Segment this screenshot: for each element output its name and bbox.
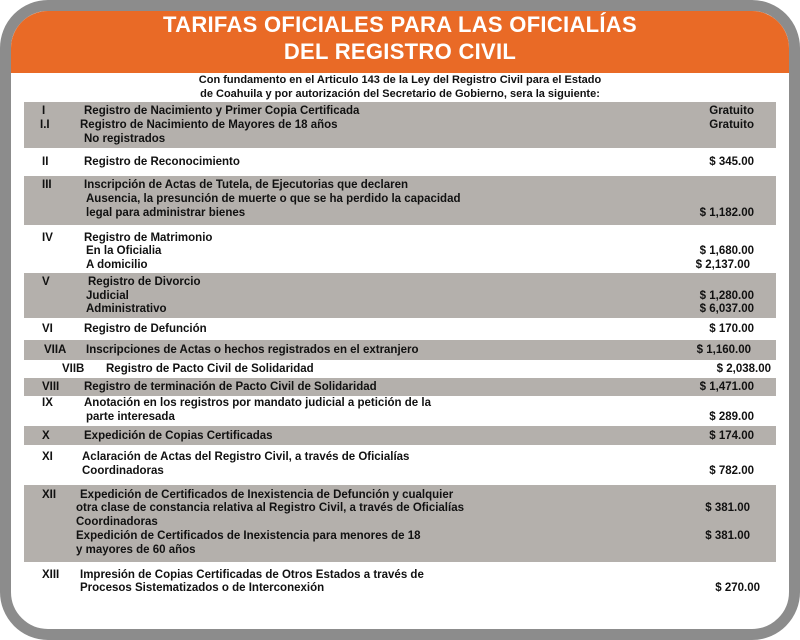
row-description: otra clase de constancia relativa al Registro Civil, a través de Oficialías [76, 502, 464, 514]
row-description: No registrados [84, 133, 166, 145]
row-description: y mayores de 60 años [76, 544, 196, 556]
row-number: I [42, 105, 46, 117]
row-description: Anotación en los registros por mandato judicial a petición de la [84, 397, 431, 409]
row-description: A domicilio [86, 259, 148, 271]
row-description: Coordinadoras [76, 516, 158, 528]
row-number: I.I [40, 119, 50, 131]
row-price: $ 1,680.00 [699, 245, 754, 257]
row-description: Registro de Defunción [84, 323, 207, 335]
row-description: Coordinadoras [82, 465, 164, 477]
row-price: $ 1,471.00 [699, 381, 754, 393]
row-description: Registro de terminación de Pacto Civil de Solidaridad [84, 381, 377, 393]
row-description: Expedición de Copias Certificadas [84, 430, 273, 442]
row-description: Registro de Reconocimiento [84, 156, 240, 168]
row-number: X [42, 430, 50, 442]
row-description: Expedición de Certificados de Inexistencia para menores de 18 [76, 530, 421, 542]
row-number: III [42, 179, 52, 191]
row-price: $ 1,182.00 [699, 207, 754, 219]
row-description: En la Oficialia [86, 245, 162, 257]
row-price: $ 381.00 [705, 530, 750, 542]
page-title: TARIFAS OFICIALES PARA LAS OFICIALÍAS [163, 12, 637, 37]
row-price: $ 381.00 [705, 502, 750, 514]
intro-line-1: Con fundamento en el Articulo 143 de la Ley del Registro Civil para el Estado [198, 74, 602, 86]
row-number: XII [42, 489, 57, 501]
row-price: $ 345.00 [709, 156, 754, 168]
row-description: Registro de Pacto Civil de Solidaridad [106, 363, 314, 375]
row-price: Gratuito [709, 105, 754, 117]
row-number: XIII [42, 569, 60, 581]
intro-line-2: de Coahuila y por autorización del Secretario de Gobierno, sera la siguiente: [200, 88, 600, 100]
row-number: IV [42, 232, 53, 244]
row-number: VIIB [62, 363, 85, 375]
page-subtitle: DEL REGISTRO CIVIL [283, 39, 517, 64]
row-number: IX [42, 397, 53, 409]
row-price: $ 1,160.00 [696, 344, 751, 356]
row-price: $ 1,280.00 [699, 290, 754, 302]
row-price: $ 170.00 [709, 323, 754, 335]
row-description: parte interesada [86, 411, 175, 423]
row-description: Aclaración de Actas del Registro Civil, a través de Oficialías [82, 451, 410, 463]
row-description: Inscripciones de Actas o hechos registrados en el extranjero [86, 344, 419, 356]
row-number: V [42, 276, 50, 288]
row-number: II [42, 156, 49, 168]
row-description: Registro de Matrimonio [84, 232, 213, 244]
row-description: Judicial [86, 290, 129, 302]
row-description: Registro de Nacimiento y Primer Copia Certificada [84, 105, 360, 117]
row-price: Gratuito [709, 119, 754, 131]
row-price: $ 174.00 [709, 430, 754, 442]
row-description: legal para administrar bienes [86, 207, 246, 219]
row-description: Procesos Sistematizados o de Interconexión [80, 582, 325, 594]
row-price: $ 2,038.00 [716, 363, 771, 375]
row-price: $ 289.00 [709, 411, 754, 423]
row-price: $ 270.00 [715, 582, 760, 594]
row-description: Registro de Divorcio [88, 276, 201, 288]
row-description: Expedición de Certificados de Inexistencia de Defunción y cualquier [80, 489, 454, 501]
row-number: VIIA [44, 344, 67, 356]
row-description: Inscripción de Actas de Tutela, de Ejecutorias que declaren [84, 179, 409, 191]
row-description: Registro de Nacimiento de Mayores de 18 años [80, 119, 338, 131]
row-price: $ 2,137.00 [695, 259, 750, 271]
row-number: VI [42, 323, 53, 335]
row-price: $ 6,037.00 [699, 303, 754, 315]
row-number: XI [42, 451, 53, 463]
row-price: $ 782.00 [709, 465, 754, 477]
row-number: VIII [42, 381, 60, 393]
row-description: Ausencia, la presunción de muerte o que se ha perdido la capacidad [86, 193, 461, 205]
row-description: Impresión de Copias Certificadas de Otros Estados a través de [80, 569, 424, 581]
row-description: Administrativo [86, 303, 167, 315]
